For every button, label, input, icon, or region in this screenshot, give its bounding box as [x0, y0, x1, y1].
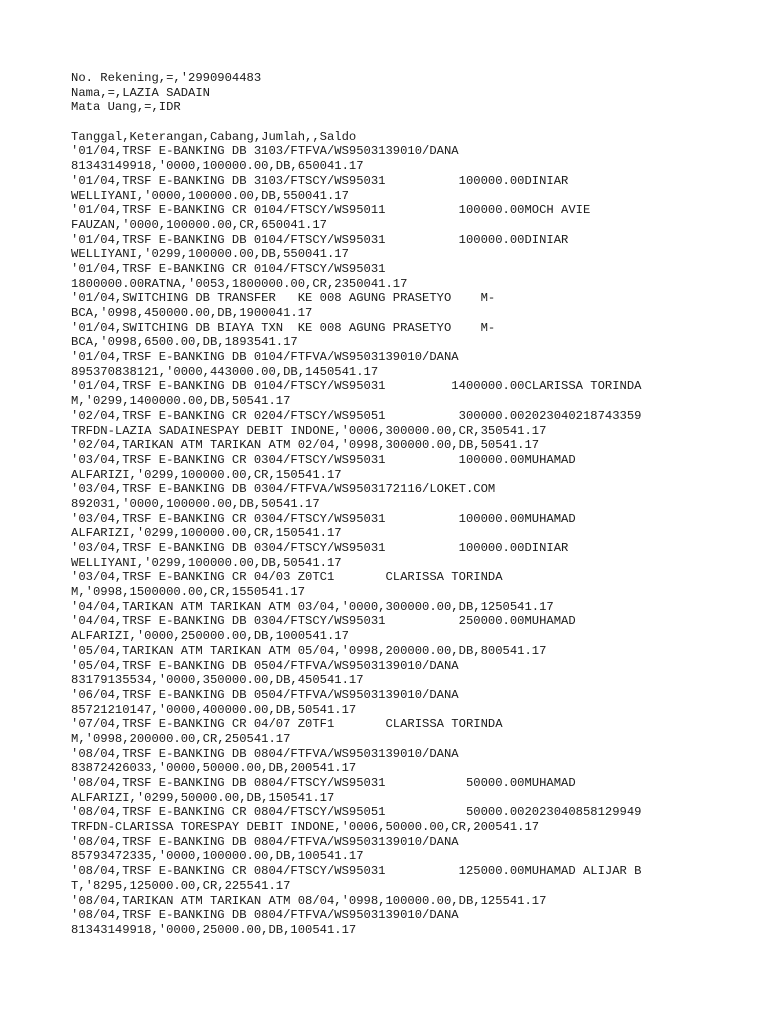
- transaction-line: '05/04,TARIKAN ATM TARIKAN ATM 05/04,'0998,200000.00,DB,800541.17: [71, 643, 547, 658]
- transaction-line: '08/04,TRSF E-BANKING CR 0804/FTSCY/WS95051 50000.002023040858129949: [71, 805, 642, 820]
- transaction-line: ALFARIZI,'0299,100000.00,CR,150541.17: [71, 526, 342, 541]
- transaction-line: '08/04,TARIKAN ATM TARIKAN ATM 08/04,'0998,100000.00,DB,125541.17: [71, 893, 547, 908]
- transaction-line: BCA,'0998,6500.00,DB,1893541.17: [71, 335, 298, 350]
- transaction-line: WELLIYANI,'0299,100000.00,DB,550041.17: [71, 247, 349, 262]
- transaction-line: '05/04,TRSF E-BANKING DB 0504/FTFVA/WS9503139010/DANA: [71, 658, 459, 673]
- transaction-line: M,'0998,1500000.00,CR,1550541.17: [71, 585, 306, 600]
- transaction-line: '08/04,TRSF E-BANKING CR 0804/FTSCY/WS95031 125000.00MUHAMAD ALIJAR B: [71, 864, 642, 879]
- transaction-line: '02/04,TARIKAN ATM TARIKAN ATM 02/04,'0998,300000.00,DB,50541.17: [71, 438, 540, 453]
- transaction-line: 81343149918,'0000,25000.00,DB,100541.17: [71, 922, 357, 937]
- transaction-line: '07/04,TRSF E-BANKING CR 04/07 Z0TF1 CLARISSA TORINDA: [71, 717, 503, 732]
- transaction-line: TRFDN-LAZIA SADAINESPAY DEBIT INDONE,'0006,300000.00,CR,350541.17: [71, 423, 547, 438]
- transaction-line: 1800000.00RATNA,'0053,1800000.00,CR,2350041.17: [71, 276, 408, 291]
- transaction-line: '08/04,TRSF E-BANKING DB 0804/FTFVA/WS9503139010/DANA: [71, 908, 459, 923]
- transaction-line: '01/04,TRSF E-BANKING DB 3103/FTSCY/WS95031 100000.00DINIAR: [71, 173, 569, 188]
- transaction-line: '06/04,TRSF E-BANKING DB 0504/FTFVA/WS9503139010/DANA: [71, 687, 459, 702]
- transaction-line: '08/04,TRSF E-BANKING DB 0804/FTSCY/WS95031 50000.00MUHAMAD: [71, 776, 576, 790]
- transaction-line: '01/04,TRSF E-BANKING CR 0104/FTSCY/WS95031: [71, 261, 386, 276]
- transaction-line: '03/04,TRSF E-BANKING DB 0304/FTSCY/WS95031 100000.00DINIAR: [71, 541, 569, 555]
- transaction-line: T,'8295,125000.00,CR,225541.17: [71, 878, 291, 893]
- transaction-line: '08/04,TRSF E-BANKING DB 0804/FTFVA/WS9503139010/DANA: [71, 834, 459, 849]
- transaction-line: '04/04,TRSF E-BANKING DB 0304/FTSCY/WS95031 250000.00MUHAMAD: [71, 614, 576, 629]
- transaction-line: '01/04,TRSF E-BANKING DB 3103/FTFVA/WS9503139010/DANA: [71, 144, 459, 159]
- transaction-line: M,'0998,200000.00,CR,250541.17: [71, 731, 291, 746]
- transaction-line: WELLIYANI,'0000,100000.00,DB,550041.17: [71, 188, 349, 203]
- transaction-line: WELLIYANI,'0299,100000.00,DB,50541.17: [71, 555, 342, 570]
- transaction-line: M,'0299,1400000.00,DB,50541.17: [71, 394, 291, 409]
- transaction-line: '02/04,TRSF E-BANKING CR 0204/FTSCY/WS95051 300000.002023040218743359: [71, 408, 642, 423]
- transaction-line: ALFARIZI,'0299,50000.00,DB,150541.17: [71, 790, 335, 805]
- currency-line: Mata Uang,=,IDR: [71, 100, 181, 115]
- transaction-line: '04/04,TARIKAN ATM TARIKAN ATM 03/04,'0000,300000.00,DB,1250541.17: [71, 599, 554, 614]
- transaction-line: '01/04,TRSF E-BANKING DB 0104/FTSCY/WS95031 1400000.00CLARISSA TORINDA: [71, 379, 642, 394]
- transaction-line: 85721210147,'0000,400000.00,DB,50541.17: [71, 702, 357, 717]
- transaction-line: BCA,'0998,450000.00,DB,1900041.17: [71, 306, 313, 320]
- transaction-line: '01/04,SWITCHING DB BIAYA TXN KE 008 AGUNG PRASETYO M-: [71, 320, 496, 335]
- transaction-line: 83872426033,'0000,50000.00,DB,200541.17: [71, 761, 357, 776]
- transaction-line: ALFARIZI,'0299,100000.00,CR,150541.17: [71, 467, 342, 482]
- transaction-line: '03/04,TRSF E-BANKING CR 0304/FTSCY/WS95031 100000.00MUHAMAD: [71, 452, 576, 467]
- transaction-line: '03/04,TRSF E-BANKING CR 0304/FTSCY/WS95031 100000.00MUHAMAD: [71, 511, 576, 526]
- blank-spacer: [71, 115, 751, 130]
- statement-text: [71, 71, 751, 938]
- column-header-line: Tanggal,Keterangan,Cabang,Jumlah,,Saldo: [71, 129, 357, 144]
- transaction-line: TRFDN-CLARISSA TORESPAY DEBIT INDONE,'0006,50000.00,CR,200541.17: [71, 820, 540, 835]
- transaction-line: '01/04,SWITCHING DB TRANSFER KE 008 AGUNG PRASETYO M-: [71, 291, 496, 306]
- transaction-line: '01/04,TRSF E-BANKING CR 0104/FTSCY/WS95011 100000.00MOCH AVIE: [71, 203, 591, 218]
- transaction-lines: [71, 144, 751, 937]
- transaction-line: 81343149918,'0000,100000.00,DB,650041.17: [71, 159, 364, 174]
- transaction-line: '01/04,TRSF E-BANKING DB 0104/FTSCY/WS95031 100000.00DINIAR: [71, 232, 569, 247]
- transaction-line: '03/04,TRSF E-BANKING DB 0304/FTFVA/WS9503172116/LOKET.COM: [71, 482, 496, 497]
- transaction-line: '03/04,TRSF E-BANKING CR 04/03 Z0TC1 CLARISSA TORINDA: [71, 570, 503, 585]
- transaction-line: 83179135534,'0000,350000.00,DB,450541.17: [71, 673, 364, 688]
- transaction-line: 85793472335,'0000,100000.00,DB,100541.17: [71, 849, 364, 864]
- transaction-line: 895370838121,'0000,443000.00,DB,1450541.17: [71, 364, 379, 379]
- account-name-line: Nama,=,LAZIA SADAIN: [71, 85, 210, 100]
- transaction-line: ALFARIZI,'0000,250000.00,DB,1000541.17: [71, 629, 349, 644]
- account-number-line: No. Rekening,=,'2990904483: [71, 71, 262, 85]
- transaction-line: FAUZAN,'0000,100000.00,CR,650041.17: [71, 217, 327, 232]
- transaction-line: '08/04,TRSF E-BANKING DB 0804/FTFVA/WS9503139010/DANA: [71, 746, 459, 761]
- transaction-line: 892031,'0000,100000.00,DB,50541.17: [71, 496, 320, 511]
- transaction-line: '01/04,TRSF E-BANKING DB 0104/FTFVA/WS9503139010/DANA: [71, 350, 459, 365]
